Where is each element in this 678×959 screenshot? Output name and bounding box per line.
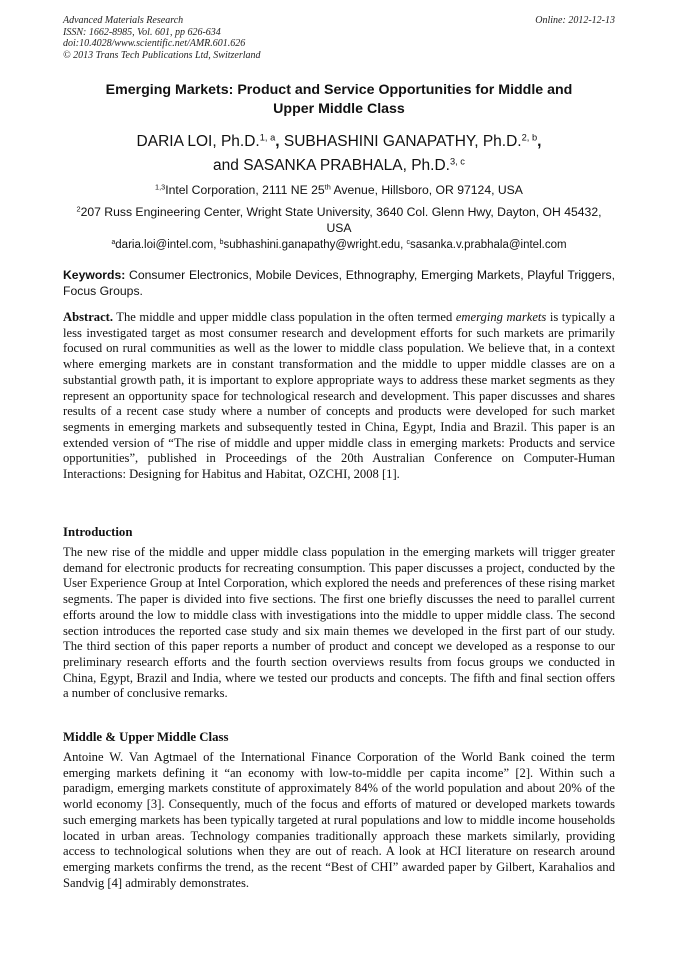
email-b: subhashini.ganapathy@wright.edu, <box>223 239 407 251</box>
author-list <box>63 130 615 178</box>
email-c: sasanka.v.prabhala@intel.com <box>409 239 567 251</box>
affiliation-1-text-end: Avenue, Hillsboro, OR 97124, USA <box>330 183 523 197</box>
affiliation-2-superscript: 2 <box>76 204 81 214</box>
affiliation-1-text: Intel Corporation, 2111 NE 25 <box>165 183 325 197</box>
author-2-name: SUBHASHINI GANAPATHY, Ph.D. <box>283 133 522 150</box>
journal-copyright: © 2013 Trans Tech Publications Ltd, Switzerland <box>63 49 261 61</box>
author-3-name: SASANKA PRABHALA, Ph.D. <box>243 157 450 174</box>
keywords-label: Keywords: <box>63 268 126 282</box>
affiliation-2 <box>63 204 615 236</box>
affiliation-2-line-1 <box>63 204 615 220</box>
abstract-paragraph <box>63 310 615 483</box>
online-date: Online: 2012-12-13 <box>535 15 615 26</box>
affiliation-1-ordinal: th <box>324 182 331 192</box>
journal-doi: doi:10.4028/www.scientific.net/AMR.601.626 <box>63 38 246 49</box>
author-3-superscript: 3, c <box>449 156 465 167</box>
affiliation-2-line-2: USA <box>326 221 352 235</box>
abstract-label: Abstract. <box>63 310 114 324</box>
abstract-emphasis: emerging markets <box>455 310 547 324</box>
author-line-2 <box>63 154 615 178</box>
email-a-superscript: a <box>111 238 116 246</box>
affiliation-1-superscript: 1,3 <box>155 182 166 192</box>
author-2-superscript: 2, b <box>521 132 538 143</box>
email-c-superscript: c <box>406 238 410 246</box>
paper-title-line-1: Emerging Markets: Product and Service Opportunities for Middle and <box>105 82 573 98</box>
middle-class-paragraph: Antoine W. Van Agtmael of the International Finance Corporation of the World Bank coined the term emerging markets defining it “an economy with low-to-middle per capita income” [2]. Within such a paradigm, emerging markets constitute of approximately 84% of the world population and about 20% of the world economy [3]. Consequently, much of the focus and efforts of matured or developed markets towards such emerging markets has been typically targeted at rural populations and low to middle income households located in urban areas. Technology companies traditionally approach these markets similarly, providing access to technological solutions when they are out of reach. A look at HCI literature on research around emerging markets confirms the trend, as the recent “Best of CHI” awarded paper by Gilbert, Karahalios and Sandvig [4] admirably demonstrates. <box>63 750 615 890</box>
author-and: and <box>213 157 239 174</box>
abstract-text-2: is typically a less investigated target as most consumer research and development efforts for such markets are primarily focused on rural communities as well as the lower to middle class population. We believe that, in a context where emerging markets are in constant transformation and the middle to upper middle classes are on a substantial growth path, it is important to explore appropriate ways to address these market segments as they represent an opportunity space for technological research and development. This paper discusses and shares results of a recent case study where a number of concepts and products were developed for such market segments in emerging markets and subsequently tested in China, Egypt, India and Brazil. This paper is an extended version of “The rise of middle and upper middle class in emerging markets: Products and service opportunities”, published in Proceedings of the 20th Australian Conference on Computer-Human Interactions: Designing for Habitus and Habitat, OZCHI, 2008 [1]. <box>63 310 615 482</box>
author-1-superscript: 1, a <box>259 132 276 143</box>
keywords-text: Consumer Electronics, Mobile Devices, Ethnography, Emerging Markets, Playful Triggers, Focus Groups. <box>63 268 615 298</box>
journal-header <box>63 15 261 61</box>
abstract-text-1: The middle and upper middle class population in the often termed <box>113 310 456 324</box>
author-line-1: DARIA LOI, Ph.D.$^{1, a}$, SUBHASHINI GANAPATHY, Ph.D.$^{2, b}$, <box>136 132 542 150</box>
paper-title <box>63 81 615 119</box>
journal-name: Advanced Materials Research <box>63 15 184 26</box>
paper-title-line-2: Upper Middle Class <box>273 101 405 117</box>
email-b-superscript: b <box>219 238 224 246</box>
introduction-heading: Introduction <box>63 525 133 539</box>
affiliation-1 <box>63 182 615 198</box>
journal-issn: ISSN: 1662-8985, Vol. 601, pp 626-634 <box>63 26 221 38</box>
email-a: daria.loi@intel.com, <box>115 239 220 251</box>
affiliation-2-text: 207 Russ Engineering Center, Wright State University, 3640 Col. Glenn Hwy, Dayton, OH 45432, <box>80 205 602 219</box>
author-1-name: DARIA LOI, Ph.D. <box>136 133 260 150</box>
keywords-paragraph <box>63 268 615 299</box>
middle-class-heading: Middle & Upper Middle Class <box>63 730 229 744</box>
author-emails <box>63 238 615 253</box>
introduction-paragraph: The new rise of the middle and upper middle class population in the emerging markets will trigger greater demand for electronic products for recreating consumption. This paper discusses a project, conducted by the User Experience Group at Intel Corporation, which explored the needs and preferences of these rising market segments. The paper is divided into five sections. The first one briefly discusses the need to parallel current efforts around the low to middle class with investigations into the middle to upper middle class. The second section introduces the reported case study and six main themes we developed in the first part of our study. The third section of this paper reports a number of product and concept we developed as a response to our preliminary research efforts and the fourth section overviews results from focus groups we conducted in China, Egypt, Brazil and India, where we tested our products and concepts. The fifth and final section offers a number of conclusive remarks. <box>63 545 615 701</box>
